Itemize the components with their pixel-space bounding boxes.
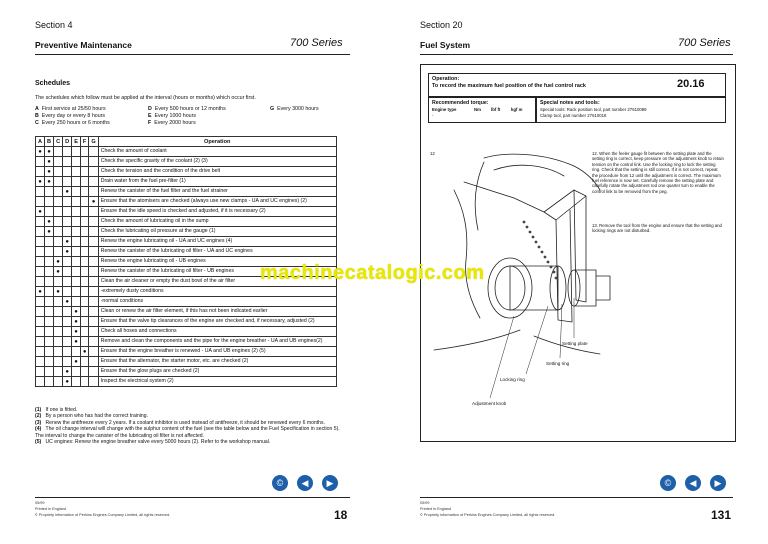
interval-cell	[45, 317, 54, 327]
interval-cell	[45, 287, 54, 297]
notes-line1: Special tools: Rack position tool, part number 27610089	[540, 107, 647, 112]
interval-cell: ●	[63, 187, 72, 197]
interval-cell	[72, 287, 81, 297]
interval-cell	[89, 157, 98, 167]
interval-cell	[54, 157, 63, 167]
col-header: G	[89, 137, 98, 147]
footnote	[35, 439, 347, 445]
table-row	[36, 247, 337, 257]
interval-cell	[54, 177, 63, 187]
interval-cell	[45, 297, 54, 307]
interval-cell	[63, 217, 72, 227]
interval-cell: ●	[80, 347, 88, 357]
interval-cell	[89, 147, 98, 157]
copyright-button[interactable]: ©	[272, 475, 288, 491]
interval-cell	[89, 297, 98, 307]
interval-cell	[45, 307, 54, 317]
title-rule	[420, 54, 733, 55]
interval-cell	[72, 377, 81, 387]
footer-copyright: © Propriety information of Perkins Engines Company Limited, all rights reserved.	[35, 513, 171, 517]
interval-cell	[89, 177, 98, 187]
interval-cell	[80, 377, 88, 387]
footer-rule	[420, 497, 733, 498]
operation-cell: Drain water from the fuel pre-filter (1)	[98, 177, 336, 187]
operation-cell: Check the lubricating oil pressure at the gauge (1)	[98, 227, 336, 237]
interval-cell	[36, 217, 45, 227]
interval-g: G Every 3000 hours	[270, 106, 319, 112]
operation-cell: Ensure that the idle speed is checked and adjusted, if it is necessary (2)	[98, 207, 336, 217]
table-row	[36, 317, 337, 327]
interval-cell	[54, 197, 63, 207]
interval-cell	[89, 247, 98, 257]
interval-cell	[72, 267, 81, 277]
interval-cell	[63, 197, 72, 207]
interval-d: D Every 500 hours or 12 months	[148, 106, 226, 112]
interval-cell	[36, 257, 45, 267]
interval-cell	[80, 277, 88, 287]
interval-cell	[36, 377, 45, 387]
interval-cell: ●	[89, 197, 98, 207]
interval-cell	[54, 277, 63, 287]
table-row	[36, 197, 337, 207]
interval-cell	[89, 217, 98, 227]
interval-cell	[72, 237, 81, 247]
interval-cell	[36, 157, 45, 167]
interval-cell	[89, 237, 98, 247]
footnote-text: By a person who has had the correct training.	[45, 413, 148, 420]
interval-cell	[89, 167, 98, 177]
interval-cell	[72, 207, 81, 217]
interval-cell	[63, 337, 72, 347]
watermark: machinecatalogic.com	[260, 262, 485, 284]
interval-cell: ●	[63, 237, 72, 247]
interval-cell	[80, 147, 88, 157]
step-12-text: 12. When the feeler gauge fit between the setting plate and the setting ring is correct, keep pressure on the adjustment knob to retain tension on the control link. Use the locking ring to lock the setting ring. Check that the setting is still correct. If it is not correct, repeat the procedure from 12 until the adjustment is correct. The maximum fuel reference is now set. Carefully remove the setting plate and carefully rotate the adjustment rod one quarter turn to enable the control link to be removed from the peg.	[592, 151, 724, 194]
interval-cell	[80, 357, 88, 367]
section-label: Section 20	[420, 20, 463, 30]
copyright-button[interactable]: ©	[660, 475, 676, 491]
interval-cell	[54, 307, 63, 317]
interval-cell	[45, 367, 54, 377]
interval-cell: ●	[45, 157, 54, 167]
interval-cell: ●	[72, 317, 81, 327]
interval-b: B Every day or every 8 hours	[35, 113, 106, 119]
interval-cell: ●	[45, 227, 54, 237]
interval-c: C Every 250 hours or 6 months	[35, 120, 110, 126]
footnote-key: (5)	[35, 439, 42, 446]
footnote-text: If one is fitted.	[45, 407, 78, 413]
forward-button[interactable]: ▶	[710, 475, 726, 491]
table-row	[36, 367, 337, 377]
operation-cell: Renew the engine lubricating oil - UA and UC engines (4)	[98, 237, 336, 247]
operation-cell: Check all hoses and connections	[98, 327, 336, 337]
interval-cell	[54, 377, 63, 387]
interval-cell	[54, 347, 63, 357]
interval-cell	[72, 257, 81, 267]
interval-cell	[72, 247, 81, 257]
interval-cell	[45, 197, 54, 207]
operation-cell: Check the amount of coolant	[98, 147, 336, 157]
interval-cell: ●	[54, 267, 63, 277]
footer-printed: Printed in England	[420, 507, 452, 511]
interval-cell	[89, 337, 98, 347]
operation-cell: Check the specific gravity of the coolant (2) (3)	[98, 157, 336, 167]
table-row	[36, 177, 337, 187]
footer-rule	[35, 497, 350, 498]
section-label: Section 4	[35, 20, 73, 30]
interval-cell	[36, 297, 45, 307]
interval-cell	[45, 187, 54, 197]
table-row	[36, 337, 337, 347]
interval-cell: ●	[36, 147, 45, 157]
interval-cell	[80, 317, 88, 327]
interval-cell	[80, 307, 88, 317]
operation-text: To record the maximum fuel position of the fuel control rack	[432, 83, 586, 89]
interval-f: F Every 2000 hours	[148, 120, 196, 126]
col-header: E	[72, 137, 81, 147]
col-header: C	[54, 137, 63, 147]
interval-cell	[72, 367, 81, 377]
interval-cell	[54, 327, 63, 337]
interval-cell	[80, 237, 88, 247]
operation-cell: Renew the canister of the lubricating oil filter - UB engines	[98, 267, 336, 277]
title-rule	[35, 54, 350, 55]
interval-cell	[72, 227, 81, 237]
interval-cell	[89, 317, 98, 327]
back-button[interactable]: ◀	[685, 475, 701, 491]
operation-cell: -normal conditions	[98, 297, 336, 307]
interval-cell	[63, 177, 72, 187]
interval-cell	[89, 367, 98, 377]
table-row	[36, 217, 337, 227]
interval-cell	[80, 227, 88, 237]
interval-cell	[72, 157, 81, 167]
interval-cell	[80, 177, 88, 187]
operation-cell: Clean or renew the air filter element, if this has not been indicated earlier	[98, 307, 336, 317]
interval-cell	[45, 337, 54, 347]
interval-cell	[80, 297, 88, 307]
interval-cell	[36, 267, 45, 277]
interval-cell	[80, 167, 88, 177]
table-row	[36, 377, 337, 387]
operation-cell: Ensure that the valve tip clearances of the engine are checked and, if necessary, adjusted (2)	[98, 317, 336, 327]
interval-cell	[80, 207, 88, 217]
interval-cell	[80, 157, 88, 167]
interval-cell	[89, 207, 98, 217]
interval-cell	[36, 247, 45, 257]
interval-cell	[72, 167, 81, 177]
footnote-text: UC engines: Renew the engine breather valve every 5000 hours (2). Refer to the workshop manual.	[45, 439, 271, 446]
operation-cell: Check the amount of lubricating oil in the sump	[98, 217, 336, 227]
col-header: A	[36, 137, 45, 147]
interval-cell	[54, 207, 63, 217]
page-title: Preventive Maintenance	[35, 40, 132, 50]
interval-cell: ●	[63, 377, 72, 387]
interval-cell: ●	[45, 167, 54, 177]
interval-cell: ●	[72, 357, 81, 367]
operation-cell: Ensure that the glow plugs are checked (2)	[98, 367, 336, 377]
interval-cell: ●	[36, 207, 45, 217]
interval-cell	[63, 327, 72, 337]
interval-cell	[89, 227, 98, 237]
interval-cell	[80, 327, 88, 337]
interval-cell	[89, 277, 98, 287]
table-header-row	[36, 137, 337, 147]
label-locking-ring: Locking ring	[500, 377, 525, 382]
interval-cell	[54, 297, 63, 307]
interval-cell	[36, 337, 45, 347]
interval-cell: ●	[36, 177, 45, 187]
label-setting-ring: Setting ring	[546, 361, 570, 366]
footnote-key: (1)	[35, 407, 42, 413]
interval-cell	[45, 237, 54, 247]
table-row	[36, 347, 337, 357]
interval-cell	[72, 277, 81, 287]
footer-date: 05/99	[35, 501, 45, 505]
interval-cell	[54, 237, 63, 247]
table-row	[36, 207, 337, 217]
interval-cell	[54, 367, 63, 377]
interval-cell: ●	[45, 177, 54, 187]
footnote-text: The oil change interval will change with the sulphur content of the fuel (see the table below and the Fuel Specification in section 5). The interval to change the canister of the lubricating oil filter is not affected.	[35, 426, 340, 439]
interval-cell	[45, 377, 54, 387]
interval-cell	[63, 307, 72, 317]
footer-date: 05/99	[420, 501, 430, 505]
operation-number: 20.16	[677, 78, 705, 90]
interval-cell	[63, 227, 72, 237]
table-row	[36, 157, 337, 167]
interval-cell: ●	[54, 287, 63, 297]
interval-cell	[36, 317, 45, 327]
notes-line2: Clamp tool, part number 27610018	[540, 113, 607, 118]
table-row	[36, 237, 337, 247]
interval-cell	[80, 187, 88, 197]
torque-col-engine: Engine type	[432, 107, 457, 112]
interval-cell	[54, 247, 63, 257]
interval-legend	[35, 106, 345, 130]
interval-cell: ●	[72, 327, 81, 337]
interval-cell	[45, 347, 54, 357]
interval-cell: ●	[54, 257, 63, 267]
interval-cell	[54, 147, 63, 157]
interval-cell	[54, 187, 63, 197]
series-label: 700 Series	[290, 37, 343, 49]
interval-cell	[36, 307, 45, 317]
interval-cell	[80, 217, 88, 227]
interval-cell	[63, 277, 72, 287]
forward-button[interactable]: ▶	[322, 475, 338, 491]
interval-cell	[36, 347, 45, 357]
table-row	[36, 287, 337, 297]
interval-cell	[36, 187, 45, 197]
label-setting-plate: Setting plate	[562, 341, 588, 346]
interval-cell	[72, 217, 81, 227]
torque-col-kgfm: kgf m	[511, 107, 523, 112]
interval-cell: ●	[36, 287, 45, 297]
back-button[interactable]: ◀	[297, 475, 313, 491]
interval-cell	[80, 197, 88, 207]
interval-cell	[89, 307, 98, 317]
interval-cell: ●	[45, 217, 54, 227]
interval-cell	[80, 257, 88, 267]
special-notes-box	[536, 97, 726, 123]
interval-cell	[89, 267, 98, 277]
interval-cell	[80, 367, 88, 377]
interval-cell	[45, 327, 54, 337]
interval-cell	[54, 227, 63, 237]
interval-cell	[72, 347, 81, 357]
operation-cell: Inspect the electrical system (2)	[98, 377, 336, 387]
operation-cell: Remove and clean the components and the pipe for the engine breather - UA and UB engines(2)	[98, 337, 336, 347]
interval-cell	[72, 197, 81, 207]
interval-a: A First service at 25/50 hours	[35, 106, 106, 112]
interval-cell	[54, 357, 63, 367]
interval-cell	[45, 277, 54, 287]
interval-cell	[54, 337, 63, 347]
table-row	[36, 147, 337, 157]
table-row	[36, 187, 337, 197]
table-row	[36, 297, 337, 307]
interval-cell	[80, 287, 88, 297]
col-header: F	[80, 137, 88, 147]
interval-cell	[36, 277, 45, 287]
interval-cell	[80, 267, 88, 277]
interval-cell	[89, 287, 98, 297]
interval-cell	[45, 357, 54, 367]
interval-cell	[45, 247, 54, 257]
torque-box	[428, 97, 536, 123]
interval-cell	[54, 167, 63, 177]
interval-cell	[63, 267, 72, 277]
footnote-key: (2)	[35, 413, 42, 420]
table-row	[36, 357, 337, 367]
interval-cell	[36, 227, 45, 237]
col-header: B	[45, 137, 54, 147]
table-row	[36, 327, 337, 337]
operation-cell: Renew the canister of the fuel filter and the fuel strainer	[98, 187, 336, 197]
footnotes	[35, 407, 347, 445]
interval-cell	[36, 237, 45, 247]
operation-cell: -extremely dusty conditions	[98, 287, 336, 297]
torque-label: Recommended torque:	[432, 100, 489, 106]
operation-cell: Check the tension and the condition of the drive belt	[98, 167, 336, 177]
footnote	[35, 426, 347, 439]
interval-cell	[63, 347, 72, 357]
interval-cell	[54, 217, 63, 227]
footer-copyright: © Propriety information of Perkins Engines Company Limited, all rights reserved.	[420, 513, 556, 517]
torque-col-lbfft: lbf ft	[491, 107, 501, 112]
interval-cell	[89, 187, 98, 197]
interval-cell	[72, 177, 81, 187]
interval-cell	[72, 187, 81, 197]
interval-cell	[80, 337, 88, 347]
interval-cell: ●	[72, 337, 81, 347]
interval-cell	[80, 247, 88, 257]
interval-cell	[63, 167, 72, 177]
schedules-heading: Schedules	[35, 80, 71, 87]
operation-cell: Ensure that the alternator, the starter motor, etc. are checked (2)	[98, 357, 336, 367]
interval-cell: ●	[72, 307, 81, 317]
interval-cell	[45, 267, 54, 277]
interval-cell	[63, 157, 72, 167]
col-header: D	[63, 137, 72, 147]
interval-cell	[36, 367, 45, 377]
interval-cell	[72, 147, 81, 157]
interval-cell	[89, 327, 98, 337]
interval-cell	[36, 167, 45, 177]
footer-printed: Printed in England	[35, 507, 67, 511]
page-number: 18	[334, 508, 348, 522]
schedules-intro: The schedules which follow must be applied at the interval (hours or months) which occur first.	[35, 95, 256, 101]
interval-cell	[63, 357, 72, 367]
interval-cell	[89, 377, 98, 387]
figure-number: 12	[430, 151, 435, 156]
operation-cell: Renew the canister of the lubricating oil filter - UA and UC engines	[98, 247, 336, 257]
table-row	[36, 167, 337, 177]
operation-box	[428, 73, 726, 97]
operation-label: Operation:	[432, 76, 460, 82]
interval-cell: ●	[63, 297, 72, 307]
notes-label: Special notes and tools:	[540, 100, 600, 106]
interval-e: E Every 1000 hours	[148, 113, 197, 119]
series-label: 700 Series	[678, 37, 731, 49]
table-row	[36, 307, 337, 317]
interval-cell	[36, 197, 45, 207]
interval-cell	[63, 257, 72, 267]
page-number: 131	[711, 508, 732, 522]
footnote-key: (4)	[35, 426, 42, 433]
interval-cell	[63, 147, 72, 157]
interval-cell	[54, 317, 63, 327]
torque-col-nm: Nm	[474, 107, 481, 112]
interval-cell: ●	[63, 367, 72, 377]
interval-cell	[45, 257, 54, 267]
interval-cell	[63, 207, 72, 217]
interval-cell	[36, 357, 45, 367]
operation-cell: Ensure that the engine breather is renewed - UA and UB engines (2) (5)	[98, 347, 336, 357]
interval-cell	[63, 287, 72, 297]
interval-cell	[89, 257, 98, 267]
interval-cell	[72, 297, 81, 307]
torque-value: -	[432, 113, 434, 118]
interval-cell	[89, 347, 98, 357]
footnote-text: Renew the antifreeze every 2 years. If a coolant inhibitor is used instead of antifreeze, it should be renewed every 6 months.	[45, 419, 325, 426]
interval-cell	[36, 327, 45, 337]
page-title: Fuel System	[420, 40, 471, 50]
interval-cell: ●	[45, 147, 54, 157]
interval-cell	[63, 317, 72, 327]
interval-cell: ●	[63, 247, 72, 257]
step-13-text: 13. Remove the tool from the engine and ensure that the setting and locking rings are not disturbed.	[592, 223, 722, 234]
interval-cell	[89, 357, 98, 367]
footnote-key: (3)	[35, 419, 42, 426]
table-row	[36, 227, 337, 237]
operation-cell: Clean the air cleaner or empty the dust bowl of the air filter	[98, 277, 336, 287]
interval-cell	[45, 207, 54, 217]
operation-cell: Renew the engine lubricating oil - UB engines	[98, 257, 336, 267]
label-adjustment-knob: Adjustment knob	[472, 401, 507, 406]
col-header-operation: Operation	[98, 137, 336, 147]
operation-cell: Ensure that the atomisers are checked (always use new clamps - UA and UC engines) (2)	[98, 197, 336, 207]
